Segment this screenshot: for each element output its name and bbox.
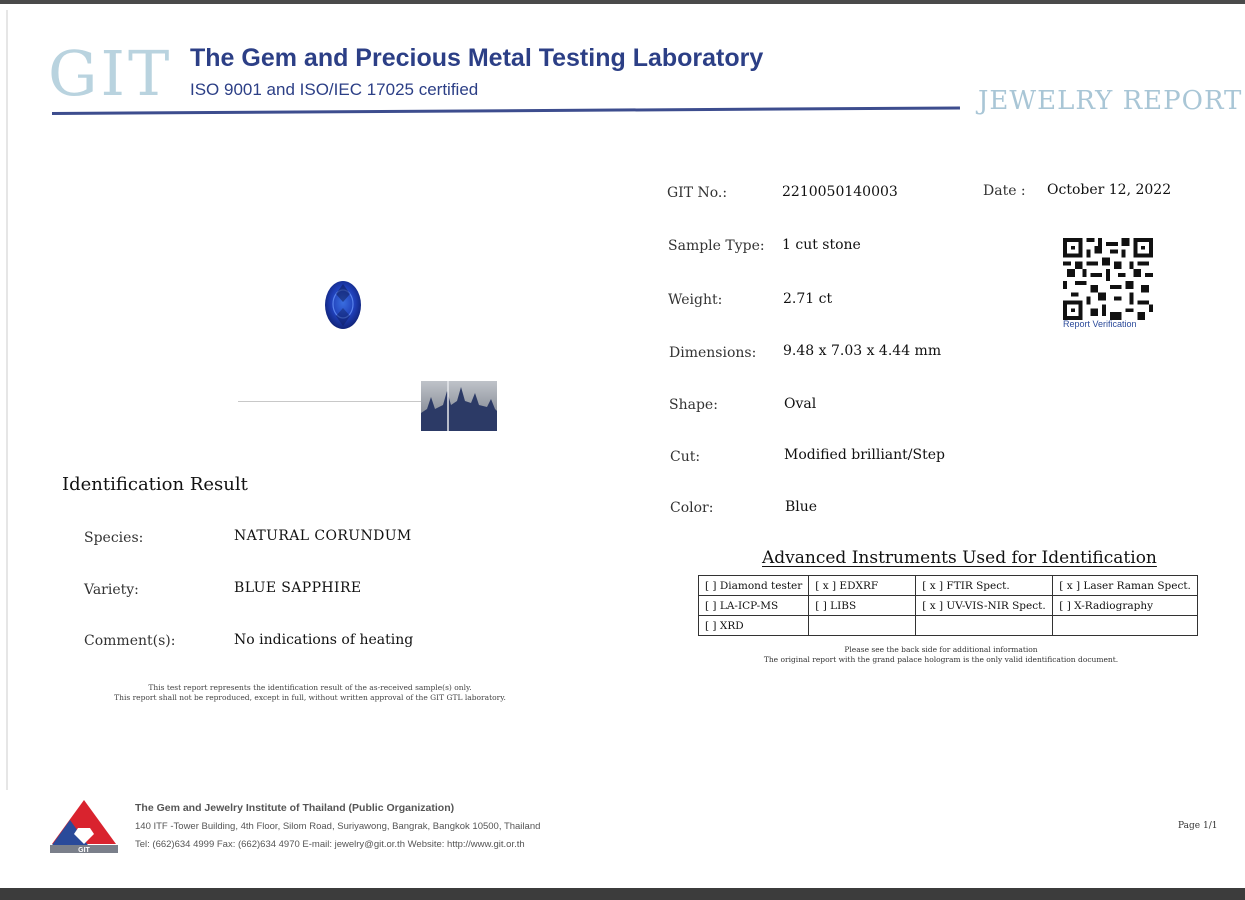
bottom-border	[0, 888, 1245, 900]
table-cell	[1053, 616, 1198, 636]
footer-org: The Gem and Jewelry Institute of Thailand (Public Organization)	[135, 802, 455, 814]
cut-label: Cut:	[670, 449, 701, 465]
disclaimer-line-2: This report shall not be reproduced, except in full, without written approval of the GIT GTL laboratory.	[114, 693, 506, 702]
footer-contact: Tel: (662)634 4999 Fax: (662)634 4970 E-mail: jewelry@git.or.th Website: http://www.git.or.th	[135, 839, 525, 850]
git-logo: GIT	[48, 37, 173, 110]
identification-title: Identification Result	[62, 474, 248, 495]
table-cell	[809, 616, 916, 636]
table-cell: [ ] LIBS	[809, 596, 916, 616]
table-cell: [ ] LA-ICP-MS	[699, 596, 809, 616]
color-value: Blue	[785, 499, 818, 515]
variety-value: BLUE SAPPHIRE	[234, 580, 362, 596]
table-cell: [ x ] EDXRF	[809, 576, 916, 596]
weight-label: Weight:	[668, 292, 723, 308]
species-value: NATURAL CORUNDUM	[234, 528, 412, 544]
institute-logo	[50, 798, 118, 854]
table-cell: [ ] X-Radiography	[1053, 596, 1198, 616]
table-cell: [ x ] UV-VIS-NIR Spect.	[916, 596, 1053, 616]
table-cell: [ ] XRD	[699, 616, 809, 636]
header-divider	[52, 106, 960, 115]
left-edge	[6, 10, 8, 790]
table-row	[699, 596, 1198, 616]
qr-caption: Report Verification	[1063, 319, 1137, 329]
table-row	[699, 576, 1198, 596]
lab-certification: ISO 9001 and ISO/IEC 17025 certified	[190, 80, 479, 99]
sample-type-label: Sample Type:	[668, 238, 765, 254]
hologram-line	[238, 401, 428, 402]
page-number: Page 1/1	[1178, 821, 1218, 831]
table-row	[699, 616, 1198, 636]
git-no-label: GIT No.:	[667, 185, 728, 201]
date-label: Date :	[983, 183, 1026, 199]
top-border	[0, 0, 1245, 4]
dimensions-value: 9.48 x 7.03 x 4.44 mm	[783, 343, 942, 359]
lab-name: The Gem and Precious Metal Testing Laboratory	[190, 44, 764, 72]
species-label: Species:	[84, 530, 144, 546]
disclaimer-line-1: This test report represents the identification result of the as-received sample(s) only.	[148, 683, 472, 692]
shape-value: Oval	[784, 396, 817, 412]
note-line-2: The original report with the grand palace hologram is the only valid identification document.	[763, 655, 1119, 664]
instruments-table	[698, 575, 1198, 636]
date-value: October 12, 2022	[1047, 182, 1172, 198]
variety-label: Variety:	[84, 582, 139, 598]
report-title: JEWELRY REPORT	[978, 86, 1243, 116]
institute-logo-text: GIT	[78, 847, 90, 854]
table-cell: [ x ] Laser Raman Spect.	[1053, 576, 1198, 596]
grand-palace-hologram	[421, 381, 497, 431]
note-line-1: Please see the back side for additional information	[844, 645, 1038, 654]
instrument-notes	[700, 645, 1182, 665]
comment-label: Comment(s):	[84, 633, 176, 649]
disclaimer	[110, 683, 510, 703]
color-label: Color:	[670, 500, 714, 516]
footer-address: 140 ITF -Tower Building, 4th Floor, Silom Road, Suriyawong, Bangrak, Bangkok 10500, Thailand	[135, 821, 541, 832]
cut-value: Modified brilliant/Step	[784, 447, 945, 463]
dimensions-label: Dimensions:	[669, 345, 757, 361]
weight-value: 2.71 ct	[783, 291, 833, 307]
git-no-value: 2210050140003	[782, 184, 898, 200]
qr-code	[1063, 238, 1153, 320]
sample-type-value: 1 cut stone	[782, 237, 861, 253]
gem-photo	[324, 280, 362, 330]
comment-value: No indications of heating	[234, 632, 414, 648]
shape-label: Shape:	[669, 397, 718, 413]
table-cell: [ ] Diamond tester	[699, 576, 809, 596]
instruments-title: Advanced Instruments Used for Identification	[762, 548, 1157, 568]
table-cell	[916, 616, 1053, 636]
table-cell: [ x ] FTIR Spect.	[916, 576, 1053, 596]
